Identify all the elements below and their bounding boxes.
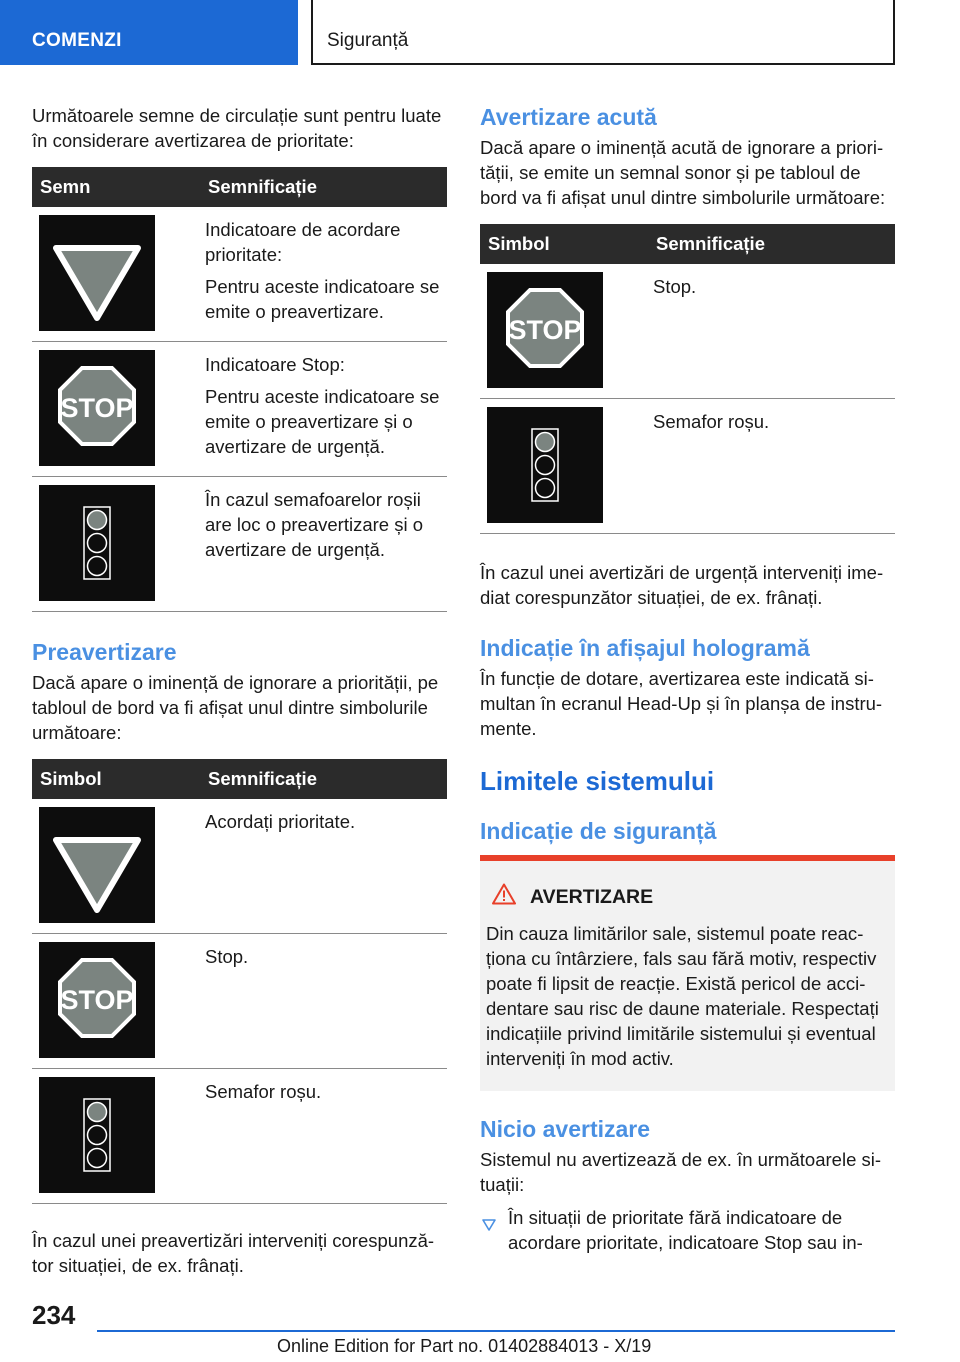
nicio-list: [480, 1205, 895, 1255]
preavertizare-outro: În cazul unei preavertizări interveniți corespunzător situației, de ex. frânați.: [32, 1230, 435, 1276]
table-row: [32, 1069, 447, 1204]
col-header-meaning: Semnificație: [652, 224, 895, 264]
triangle-bullet-icon: [482, 1212, 496, 1237]
section-tab: [0, 0, 298, 65]
traffic-light-icon: [39, 1077, 155, 1193]
warning-text: Din cauza limitărilor sale, sistemul poate reacționa cu întârziere, fals sau fără motiv, respectiv poate fi lipsit de reacție. Există pericol de accidentare sau risc de daune materiale. Respectați indicațiile privind limitările sistemului și eventual interveniți în mod activ.: [486, 923, 879, 1069]
col-header-symbol: Simbol: [32, 759, 204, 799]
list-item-text: În situații de prioritate fără indicatoare de acordare prioritate, indicatoare Stop sau in-: [508, 1207, 863, 1253]
page-number: 234: [32, 1300, 76, 1330]
stop-sign-icon: [39, 350, 155, 466]
sign-meaning-line: În cazul semafoarelor roșii are loc o preavertizare și o avertizare de urgență.: [205, 489, 423, 560]
col-header-sign: Semn: [32, 167, 204, 207]
sign-meaning-line: Indicatoare de acordare prioritate:: [205, 219, 401, 265]
warning-triangle-icon: [492, 883, 530, 911]
stop-sign-icon: [39, 942, 155, 1058]
warning-title: [486, 883, 887, 911]
symbol-meaning: Acordați prioritate.: [205, 811, 356, 832]
table-header: [32, 759, 447, 799]
symbol-meaning: Semafor roșu.: [653, 411, 770, 432]
symbol-meaning: Stop.: [653, 276, 697, 297]
edition-footer: Online Edition for Part no. 01402884013 - X/19: [277, 1336, 652, 1356]
chapter-tab: [311, 0, 895, 65]
symbol-meaning: Stop.: [205, 946, 249, 967]
holograma-text: În funcție de dotare, avertizarea este indicată simultan în ecranul Head-Up și în planșa de instrumente.: [480, 668, 883, 739]
acuta-text: Dacă apare o iminență acută de ignorare a priorității, se emite un semnal sonor și pe tabloul de bord va fi afișat unul dintre simbolurile următoare:: [480, 137, 886, 208]
table-header: [480, 224, 895, 264]
sign-meaning-line: Pentru aceste indicatoare se emite o preavertizare și o avertizare de urgență.: [205, 386, 440, 457]
nicio-heading: Nicio avertizare: [480, 1116, 651, 1142]
footer-divider: [97, 1330, 895, 1332]
svg-text:STOP: STOP: [60, 985, 134, 1015]
preavertizare-text: Dacă apare o iminență de ignorare a priorității, pe tabloul de bord va fi afișat unul dintre simbolurile următoare:: [32, 672, 439, 743]
acuta-heading: Avertizare acută: [480, 104, 657, 130]
col-header-meaning: Semnificație: [204, 759, 447, 799]
traffic-light-icon: [487, 407, 603, 523]
acuta-table: [480, 224, 895, 534]
svg-text:STOP: STOP: [508, 315, 582, 345]
list-item: [480, 1205, 895, 1255]
col-header-meaning: Semnificație: [204, 167, 447, 207]
symbol-meaning: Semafor roșu.: [205, 1081, 322, 1102]
nicio-text: Sistemul nu avertizează de ex. în următoarele situații:: [480, 1149, 882, 1195]
table-row: [32, 799, 447, 934]
table-row: [480, 264, 895, 399]
table-row: [32, 207, 447, 342]
holograma-heading: Indicație în afișajul hologramă: [480, 635, 810, 661]
table-row: [480, 399, 895, 534]
sign-meaning-line: Indicatoare Stop:: [205, 354, 345, 375]
yield-sign-icon: [39, 807, 155, 923]
table-row: [32, 342, 447, 477]
warning-title-text: AVERTIZARE: [530, 885, 654, 908]
table-row: [32, 477, 447, 612]
intro-text: Următoarele semne de circulație sunt pentru luate în considerare avertizarea de prioritate:: [32, 105, 442, 151]
table-row: [32, 934, 447, 1069]
svg-text:STOP: STOP: [60, 393, 134, 423]
table-header: [32, 167, 447, 207]
siguranta-heading: Indicație de siguranță: [480, 818, 717, 844]
yield-sign-icon: [39, 215, 155, 331]
limite-heading: Limitele sistemului: [480, 766, 715, 796]
section-title: COMENZI: [32, 30, 122, 51]
warning-box: [480, 855, 895, 1091]
traffic-light-icon: [39, 485, 155, 601]
sign-meaning-line: Pentru aceste indicatoare se emite o preavertizare.: [205, 276, 440, 322]
right-column: [480, 103, 895, 1255]
signs-table: [32, 167, 447, 612]
preavertizare-table: [32, 759, 447, 1204]
chapter-title: Siguranță: [327, 30, 409, 51]
preavertizare-heading: Preavertizare: [32, 639, 177, 665]
stop-sign-icon: [487, 272, 603, 388]
col-header-symbol: Simbol: [480, 224, 652, 264]
left-column: [32, 103, 447, 1278]
urgenta-text: În cazul unei avertizări de urgență interveniți imediat corespunzător situației, de ex. frânați.: [480, 562, 884, 608]
